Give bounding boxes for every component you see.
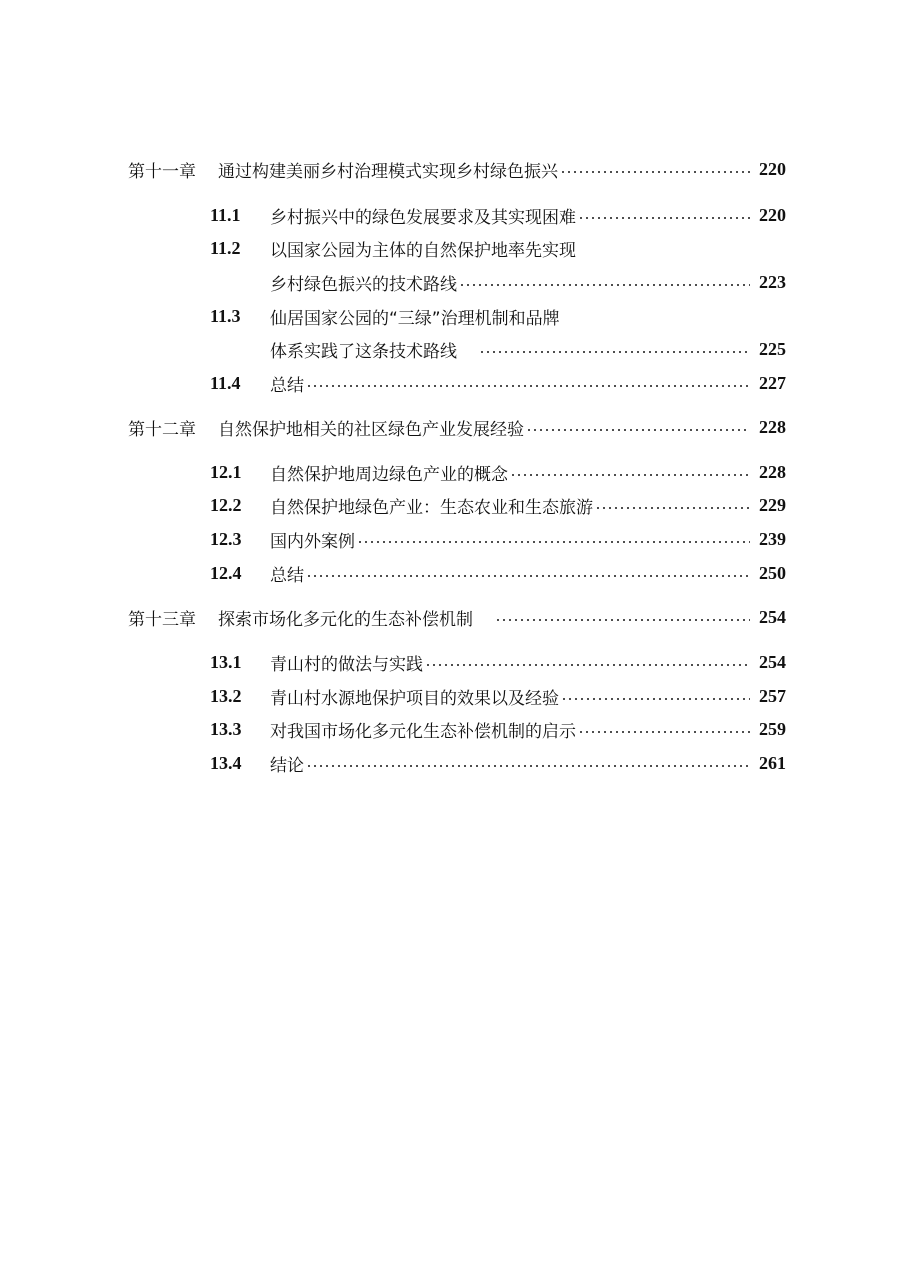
dot-leader [561, 698, 750, 700]
section-number: 11.2 [210, 237, 241, 258]
toc-section-11-1[interactable] [210, 202, 786, 228]
section-number: 11.1 [210, 204, 241, 225]
section-title-continued: 乡村绿色振兴的技术路线 [270, 274, 457, 295]
section-title: 总结 [270, 375, 304, 396]
section-number: 13.1 [210, 651, 242, 672]
section-number: 12.2 [210, 494, 242, 515]
dot-leader [578, 217, 750, 219]
section-title: 自然保护地绿色产业：生态农业和生态旅游 [270, 497, 593, 518]
section-number: 11.4 [210, 372, 241, 393]
section-number: 12.4 [210, 562, 242, 583]
page-number: 261 [759, 752, 786, 773]
page-number: 259 [759, 718, 786, 739]
toc-section-12-2[interactable] [210, 492, 786, 518]
dot-leader [357, 541, 750, 543]
dot-leader [306, 385, 750, 387]
page-number: 225 [759, 338, 786, 359]
dot-leader [459, 284, 750, 286]
toc-chapter-12[interactable] [128, 414, 786, 440]
page-number: 227 [759, 372, 786, 393]
dot-leader [306, 575, 750, 577]
toc-section-13-3[interactable] [210, 716, 786, 742]
dot-leader [425, 664, 750, 666]
section-number: 12.1 [210, 461, 242, 482]
chapter-title: 通过构建美丽乡村治理模式实现乡村绿色振兴 [218, 161, 558, 182]
dot-leader [510, 474, 750, 476]
dot-leader [560, 171, 750, 173]
toc-section-11-4[interactable] [210, 370, 786, 396]
toc-chapter-13[interactable] [128, 604, 786, 630]
section-number: 13.2 [210, 685, 242, 706]
toc-chapter-11[interactable] [128, 156, 786, 182]
toc-section-11-3-cont[interactable] [270, 336, 786, 362]
page-number: 223 [759, 271, 786, 292]
section-number: 13.4 [210, 752, 242, 773]
chapter-title: 自然保护地相关的社区绿色产业发展经验 [218, 419, 524, 440]
page-number: 254 [759, 606, 786, 627]
section-number: 12.3 [210, 528, 242, 549]
section-title: 仙居国家公园的“三绿”治理机制和品牌 [270, 308, 560, 329]
chapter-number: 第十一章 [128, 161, 196, 182]
page-number: 228 [759, 416, 786, 437]
page-number: 254 [759, 651, 786, 672]
toc-section-13-4[interactable] [210, 750, 786, 776]
page-number: 228 [759, 461, 786, 482]
dot-leader [526, 429, 750, 431]
section-title: 总结 [270, 565, 304, 586]
section-title: 国内外案例 [270, 531, 355, 552]
toc-section-12-4[interactable] [210, 560, 786, 586]
toc-section-11-2-cont[interactable] [270, 269, 786, 295]
page-number: 250 [759, 562, 786, 583]
section-title: 对我国市场化多元化生态补偿机制的启示 [270, 721, 576, 742]
toc-section-11-2[interactable] [210, 235, 786, 261]
section-title: 乡村振兴中的绿色发展要求及其实现困难 [270, 207, 576, 228]
section-number: 11.3 [210, 305, 241, 326]
toc-section-12-1[interactable] [210, 459, 786, 485]
page-number: 239 [759, 528, 786, 549]
dot-leader [479, 351, 750, 353]
chapter-number: 第十三章 [128, 609, 196, 630]
chapter-title: 探索市场化多元化的生态补偿机制 [218, 609, 473, 630]
page-number: 229 [759, 494, 786, 515]
section-title: 青山村水源地保护项目的效果以及经验 [270, 688, 559, 709]
page-number: 220 [759, 204, 786, 225]
section-title: 结论 [270, 755, 304, 776]
dot-leader [306, 765, 750, 767]
chapter-number: 第十二章 [128, 419, 196, 440]
section-title: 以国家公园为主体的自然保护地率先实现 [270, 240, 576, 261]
toc-section-13-1[interactable] [210, 649, 786, 675]
dot-leader [495, 619, 750, 621]
dot-leader [595, 507, 750, 509]
dot-leader [578, 731, 750, 733]
toc-section-13-2[interactable] [210, 683, 786, 709]
section-number: 13.3 [210, 718, 242, 739]
section-title: 青山村的做法与实践 [270, 654, 423, 675]
toc-section-11-3[interactable] [210, 303, 786, 329]
page-number: 220 [759, 158, 786, 179]
page-number: 257 [759, 685, 786, 706]
section-title: 自然保护地周边绿色产业的概念 [270, 464, 508, 485]
section-title-continued: 体系实践了这条技术路线 [270, 341, 457, 362]
toc-section-12-3[interactable] [210, 526, 786, 552]
